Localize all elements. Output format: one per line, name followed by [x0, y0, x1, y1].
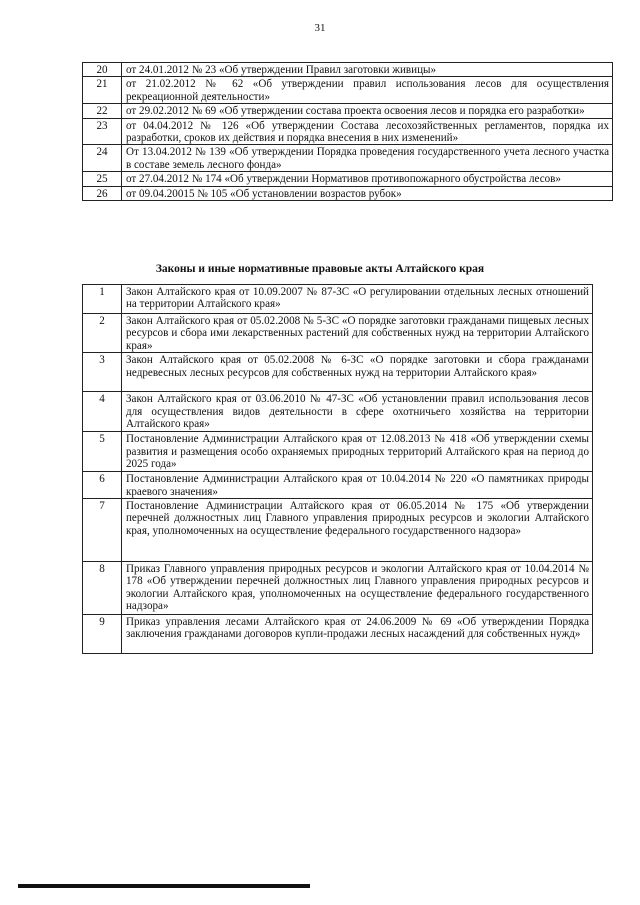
table-row	[83, 172, 613, 186]
act-title: Закон Алтайского края от 05.02.2008 № 6-ЗС «О порядке заготовки и сбора гражданами недревесных лесных ресурсов для собственных нужд на территории Алтайского края»	[122, 353, 593, 392]
act-title: Постановление Администрации Алтайского края от 06.05.2014 № 175 «Об утверждении перечней должностных лиц Главного управления природных ресурсов и экологии Алтайского края, уполномоченных на осуществление федерального государственного надзора»	[122, 499, 593, 562]
page-number: 31	[314, 22, 326, 34]
row-number: 20	[83, 63, 122, 77]
act-title: Закон Алтайского края от 05.02.2008 № 5-ЗС «О порядке заготовки гражданами пищевых лесных ресурсов и сбора ими лекарственных растений для собственных нужд на территории Алтайского края»	[122, 314, 593, 353]
table-row	[83, 499, 593, 562]
act-title: Закон Алтайского края от 10.09.2007 № 87-ЗС «О регулировании отдельных лесных отношений на территории Алтайского края»	[122, 285, 593, 314]
table-row	[83, 63, 613, 77]
federal-acts-table	[82, 62, 613, 201]
row-number: 1	[83, 285, 122, 314]
table-row	[83, 562, 593, 615]
row-number: 2	[83, 314, 122, 353]
table-row	[83, 615, 593, 654]
row-number: 6	[83, 472, 122, 499]
table-row	[83, 314, 593, 353]
act-title: от 24.01.2012 № 23 «Об утверждении Правил заготовки живицы»	[122, 63, 613, 77]
act-title: от 09.04.20015 № 105 «Об установлении возрастов рубок»	[122, 186, 613, 200]
table-row	[83, 145, 613, 172]
regional-acts-table	[82, 284, 593, 654]
table-row	[83, 77, 613, 104]
row-number: 23	[83, 118, 122, 145]
act-title: Приказ управления лесами Алтайского края от 24.06.2009 № 69 «Об утверждении Порядка заключения гражданами договоров купли-продажи лесных насаждений для собственных нужд»	[122, 615, 593, 654]
row-number: 24	[83, 145, 122, 172]
table-row	[83, 472, 593, 499]
act-title: от 21.02.2012 № 62 «Об утверждении правил использования лесов для осуществления рекреационной деятельности»	[122, 77, 613, 104]
row-number: 25	[83, 172, 122, 186]
act-title: Постановление Администрации Алтайского края от 10.04.2014 № 220 «О памятниках природы краевого значения»	[122, 472, 593, 499]
act-title: Приказ Главного управления природных ресурсов и экологии Алтайского края от 10.04.2014 № 178 «Об утверждении перечней должностных лиц Главного управления природных ресурсов и экологии Алтайского края, уполномоченных на осуществление федерального государственного надзора»	[122, 562, 593, 615]
act-title: От 13.04.2012 № 139 «Об утверждении Порядка проведения государственного учета лесного участка в составе земель лесного фонда»	[122, 145, 613, 172]
table-row	[83, 104, 613, 118]
row-number: 21	[83, 77, 122, 104]
act-title: Постановление Администрации Алтайского края от 12.08.2013 № 418 «Об утверждении схемы развития и размещения особо охраняемых природных территорий Алтайского края на период до 2025 года»	[122, 432, 593, 472]
table-row	[83, 285, 593, 314]
row-number: 26	[83, 186, 122, 200]
row-number: 5	[83, 432, 122, 472]
table-row	[83, 118, 613, 145]
table-row	[83, 432, 593, 472]
footer-rule	[18, 884, 310, 888]
table-row	[83, 353, 593, 392]
row-number: 22	[83, 104, 122, 118]
row-number: 8	[83, 562, 122, 615]
act-title: от 27.04.2012 № 174 «Об утверждении Нормативов противопожарного обустройства лесов»	[122, 172, 613, 186]
section-heading: Законы и иные нормативные правовые акты Алтайского края	[155, 263, 485, 275]
row-number: 9	[83, 615, 122, 654]
row-number: 3	[83, 353, 122, 392]
act-title: от 29.02.2012 № 69 «Об утверждении состава проекта освоения лесов и порядка его разработки»	[122, 104, 613, 118]
row-number: 4	[83, 392, 122, 432]
act-title: от 04.04.2012 № 126 «Об утверждении Состава лесохозяйственных регламентов, порядка их разработки, сроков их действия и порядка внесения в них изменений»	[122, 118, 613, 145]
row-number: 7	[83, 499, 122, 562]
act-title: Закон Алтайского края от 03.06.2010 № 47-ЗС «Об установлении правил использования лесов для осуществления видов деятельности в сфере охотничьего хозяйства на территории Алтайского края»	[122, 392, 593, 432]
table-row	[83, 186, 613, 200]
table-row	[83, 392, 593, 432]
